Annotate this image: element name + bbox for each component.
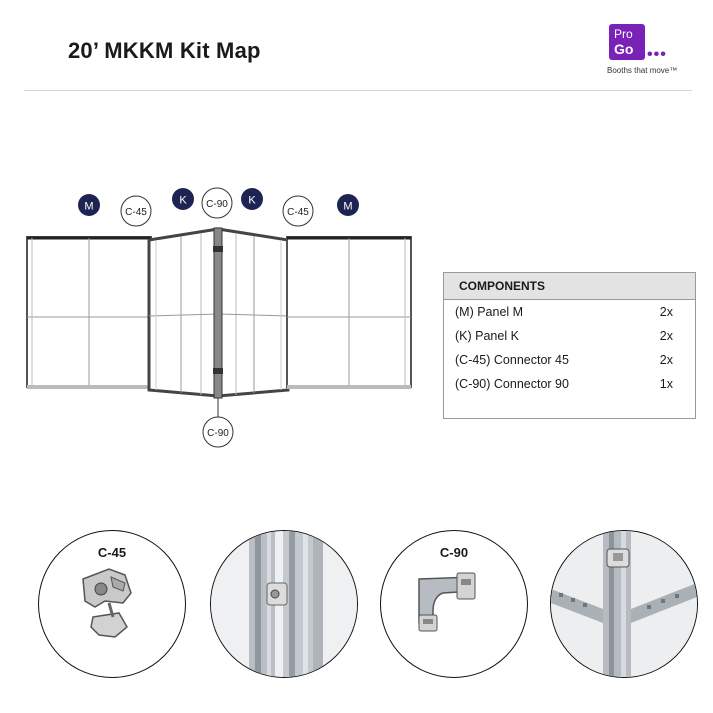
page-title: 20’ MKKM Kit Map bbox=[68, 38, 261, 63]
panel-k-right bbox=[218, 229, 288, 396]
tag-c90-top bbox=[202, 188, 232, 218]
component-qty: 2x bbox=[659, 329, 673, 343]
tag-c90-bottom bbox=[203, 398, 233, 447]
tag-c90-top-label: C-90 bbox=[206, 199, 228, 210]
detail-extrusion-closeup bbox=[210, 530, 358, 678]
components-heading: COMPONENTS bbox=[444, 273, 695, 300]
tag-k-left-label: K bbox=[179, 194, 187, 207]
tag-k-right-label: K bbox=[248, 194, 256, 207]
tag-c45-left-label: C-45 bbox=[125, 207, 147, 218]
tag-c45-left bbox=[121, 196, 151, 226]
detail-c90-connector bbox=[380, 530, 528, 678]
component-label: (M) Panel M bbox=[455, 305, 524, 319]
detail-c45-connector bbox=[38, 530, 186, 678]
panel-k-left bbox=[149, 229, 218, 396]
tag-k-left bbox=[172, 188, 194, 210]
components-table bbox=[443, 272, 696, 419]
logo-go: Go bbox=[614, 41, 634, 57]
tag-c45-right-label: C-45 bbox=[287, 207, 309, 218]
component-label: (C-45) Connector 45 bbox=[455, 353, 569, 367]
component-label: (K) Panel K bbox=[455, 329, 519, 343]
component-row bbox=[444, 372, 695, 396]
detail-corner-closeup bbox=[550, 530, 698, 678]
component-row bbox=[444, 300, 695, 324]
extrusion-icon bbox=[211, 531, 357, 677]
tag-m-right-label: M bbox=[343, 200, 353, 213]
component-label: (C-90) Connector 90 bbox=[455, 377, 569, 391]
component-row bbox=[444, 324, 695, 348]
logo-tagline: Booths that move™ bbox=[607, 66, 678, 75]
component-qty: 2x bbox=[659, 353, 673, 367]
tag-m-left bbox=[78, 194, 100, 216]
c90-detail-label: C-90 bbox=[439, 545, 469, 560]
tag-c90-bottom-label: C-90 bbox=[207, 428, 229, 439]
tag-m-left-label: M bbox=[84, 200, 94, 213]
component-row bbox=[444, 348, 695, 372]
corner-joint-icon bbox=[551, 531, 697, 677]
component-qty: 2x bbox=[659, 305, 673, 319]
component-qty: 1x bbox=[659, 377, 673, 391]
logo-dots: ••• bbox=[647, 46, 667, 63]
tag-m-right bbox=[337, 194, 359, 216]
tag-c45-right bbox=[283, 196, 313, 226]
center-connector-pole bbox=[213, 228, 223, 398]
panel-m-left bbox=[27, 237, 151, 389]
logo-pro: Pro bbox=[614, 27, 633, 41]
tag-k-right bbox=[241, 188, 263, 210]
c45-detail-label: C-45 bbox=[97, 545, 127, 560]
panel-m-right bbox=[287, 237, 411, 389]
